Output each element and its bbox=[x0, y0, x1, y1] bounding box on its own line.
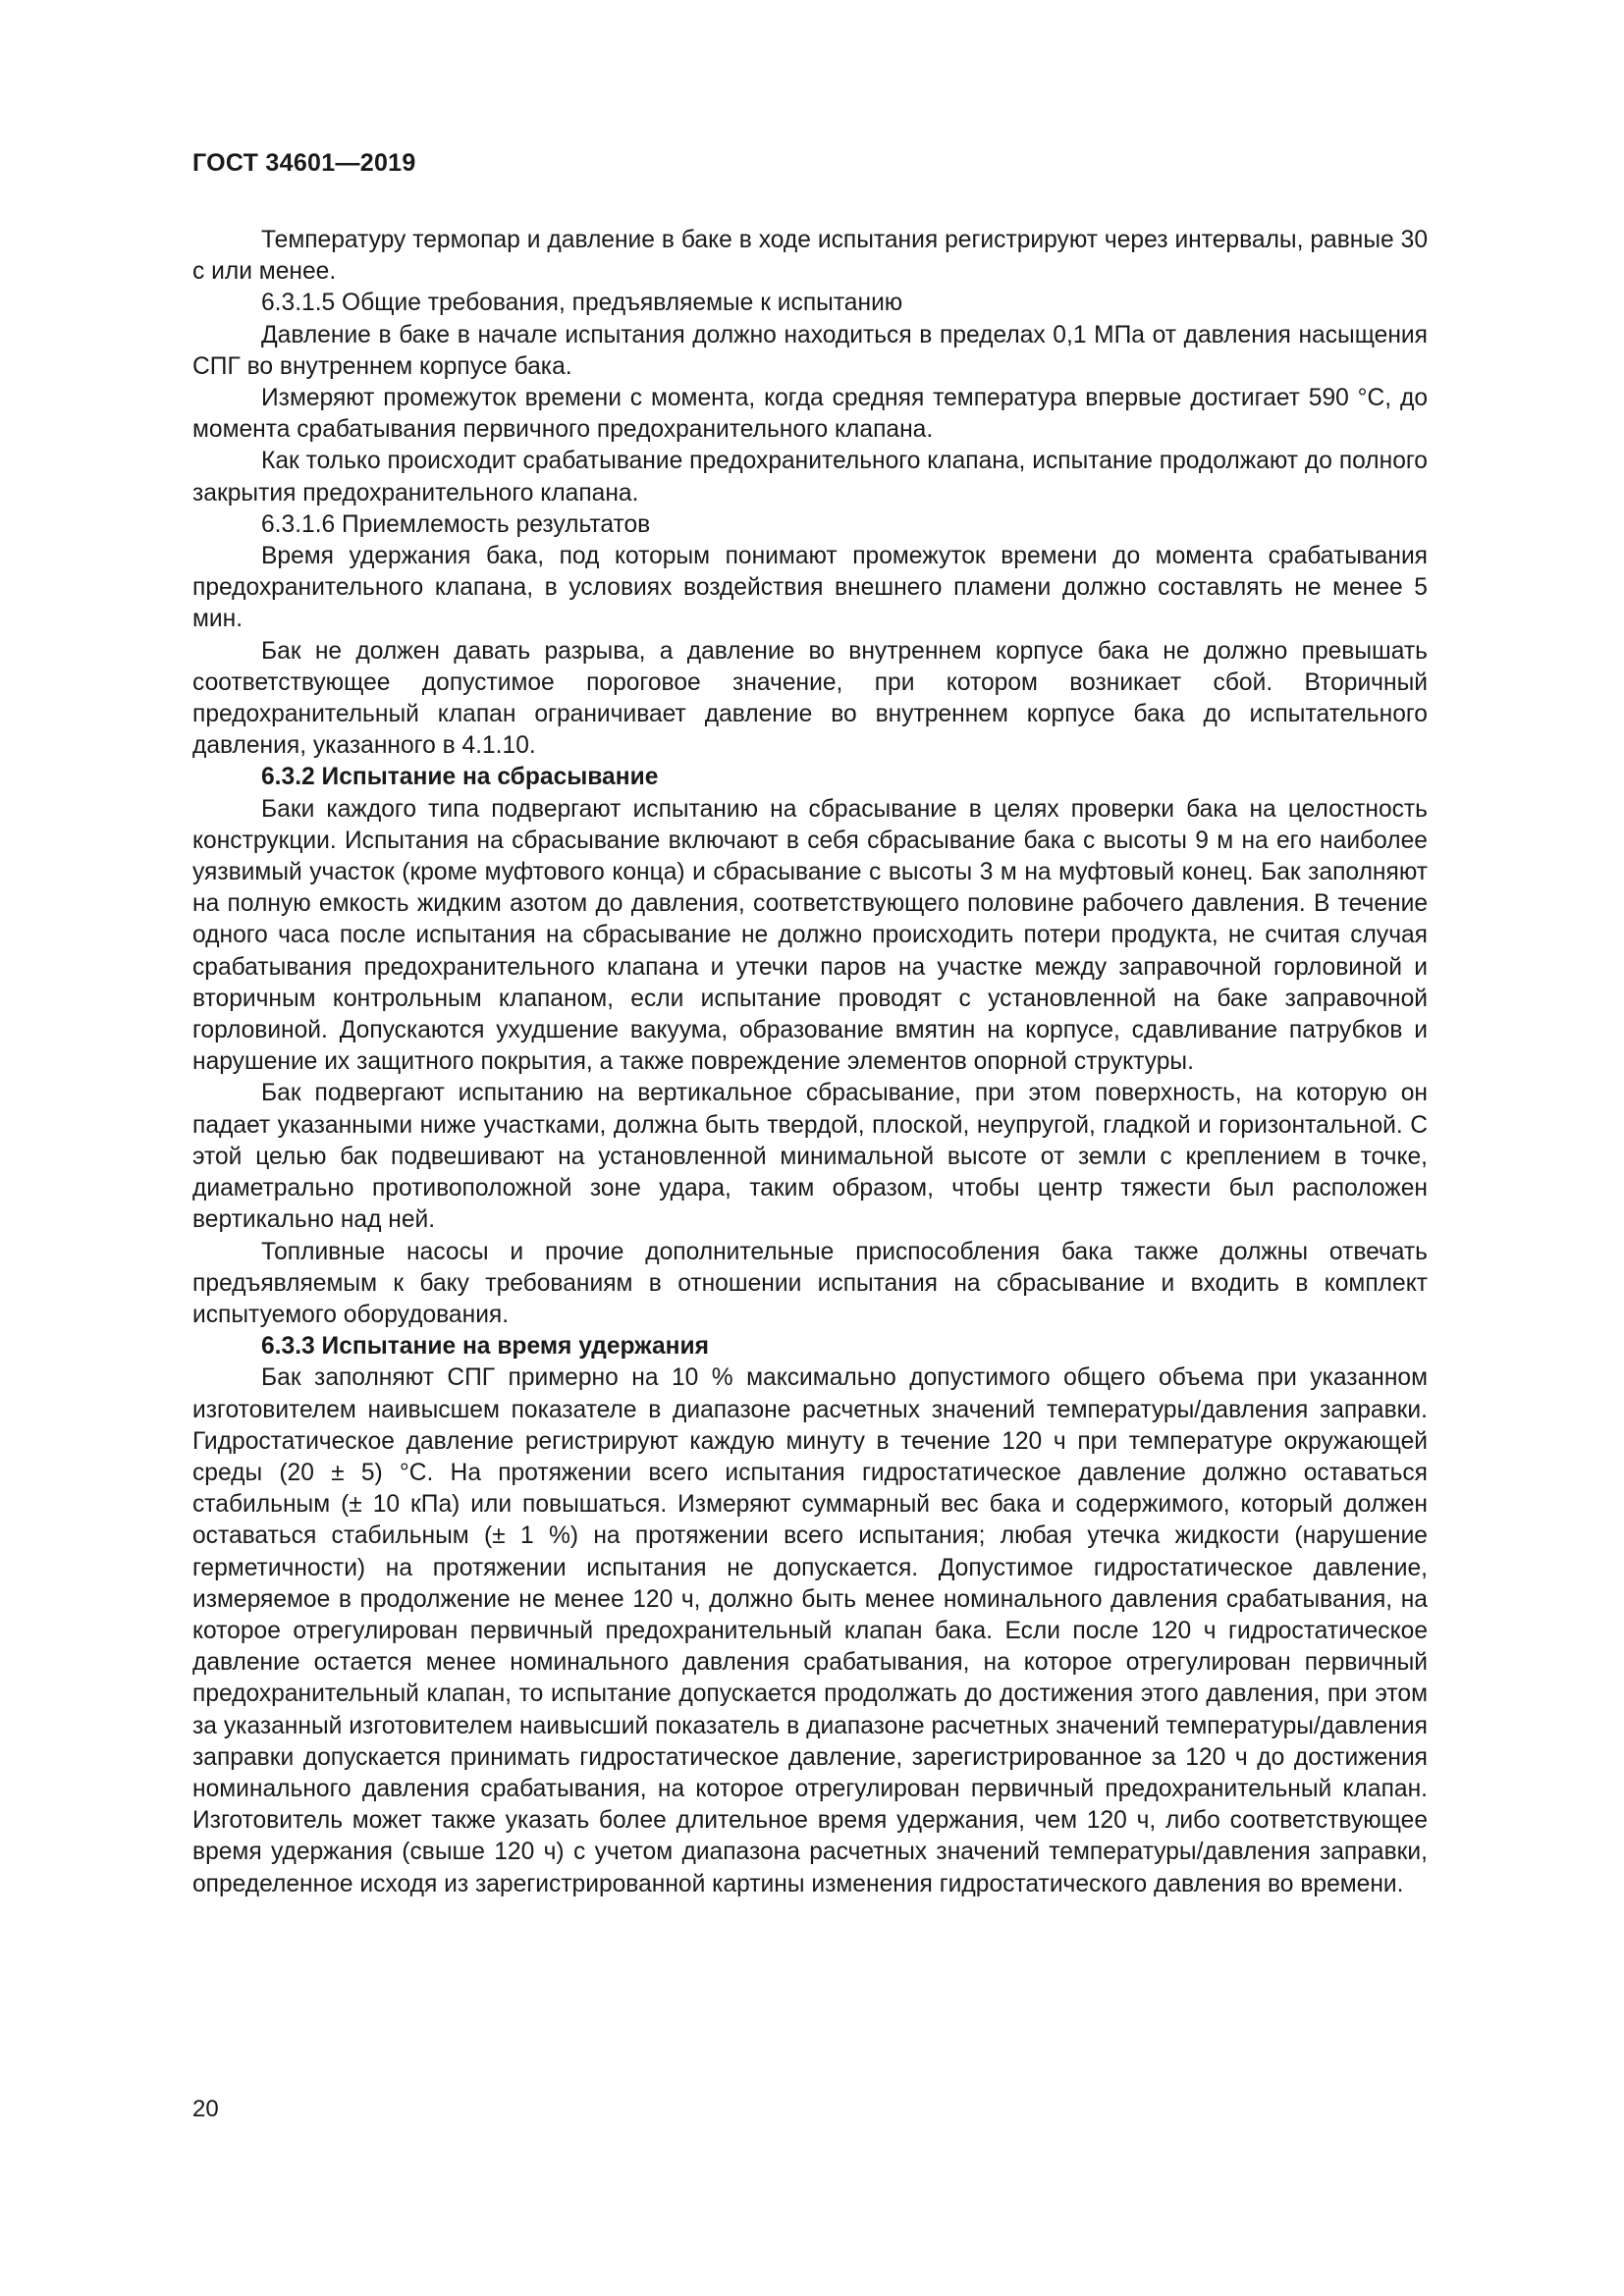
paragraph: Топливные насосы и прочие дополнительные приспособления бака также должны отвечать предъявляемым к баку требованиям в отношении испытания на сбрасывание и входить в комплект испытуемого оборудования. bbox=[192, 1238, 1428, 1328]
paragraph: 6.3.1.6 Приемлемость результатов bbox=[261, 510, 651, 538]
paragraph: Баки каждого типа подвергают испытанию на сбрасывание в целях проверки бака на целостность конструкции. Испытания на сбрасывание включают в себя сбрасывание бака с высоты 9 м на его наиболее уязвимый участок (кроме муфтового конца) и сбрасывание с высоты 3 м на муфтовый конец. Бак заполняют на полную емкость жидким азотом до давления, соответствующего половине рабочего давления. В течение одного часа после испытания на сбрасывание не должно происходить потери продукта, не считая случая срабатывания предохранительного клапана и утечки паров на участке между заправочной горловиной и вторичным контрольным клапаном, если испытание проводят с установленной на баке заправочной горловиной. Допускаются ухудшение вакуума, образование вмятин на корпусе, сдавливание патрубков и нарушение их защитного покрытия, а также повреждение элементов опорной структуры. bbox=[192, 795, 1428, 1076]
paragraph: Измеряют промежуток времени с момента, когда средняя температура впервые достигает 590 °С, до момента срабатывания первичного предохранительного клапана. bbox=[192, 385, 1428, 444]
page-number: 20 bbox=[192, 2096, 219, 2122]
paragraph: Время удержания бака, под которым понимают промежуток времени до момента срабатывания предохранительного клапана, в условиях воздействия внешнего пламени должно составлять не менее 5 мин. bbox=[192, 543, 1428, 633]
document-body bbox=[192, 225, 1428, 1900]
paragraph: Давление в баке в начале испытания должно находиться в пределах 0,1 МПа от давления насыщения СПГ во внутреннем корпусе бака. bbox=[192, 321, 1428, 380]
section-heading: 6.3.2 Испытание на сбрасывание bbox=[261, 764, 659, 791]
paragraph: Бак не должен давать разрыва, а давление во внутреннем корпусе бака не должно превышать соответствующее допустимое пороговое значение, при котором возникает сбой. Вторичный предохранительный клапан ограничивает давление во внутреннем корпусе бака до испытательного давления, указанного в 4.1.10. bbox=[192, 637, 1428, 760]
paragraph: Температуру термопар и давление в баке в ходе испытания регистрируют через интервалы, равные 30 с или менее. bbox=[192, 227, 1428, 286]
paragraph: Бак подвергают испытанию на вертикальное сбрасывание, при этом поверхность, на которую он падает указанными ниже участками, должна быть твердой, плоской, неупругой, гладкой и горизонтальной. С этой целью бак подвешивают на установленной минимальной высоте от земли с креплением в точке, диаметрально противоположной зоне удара, таким образом, чтобы центр тяжести был расположен вертикально над ней. bbox=[192, 1080, 1428, 1234]
paragraph: Бак заполняют СПГ примерно на 10 % максимально допустимого общего объема при указанном изготовителем наивысшем показателе в диапазоне расчетных значений температуры/давления заправки. Гидростатическое давление регистрируют каждую минуту в течение 120 ч при температуре окружающей среды (20 ± 5) °С. На протяжении всего испытания гидростатическое давление должно оставаться стабильным (± 10 кПа) или повышаться. Измеряют суммарный вес бака и содержимого, который должен оставаться стабильным (± 1 %) на протяжении всего испытания; любая утечка жидкости (нарушение герметичности) на протяжении испытания не допускается. Допустимое гидростатическое давление, измеряемое в продолжение не менее 120 ч, должно быть менее номинального давления срабатывания, на которое отрегулирован первичный предохранительный клапан бака. Если после 120 ч гидростатическое давление остается менее номинального давления срабатывания, на которое отрегулирован первичный предохранительный клапан, то испытание допускается продолжать до достижения этого давления, при этом за указанный изготовителем наивысший показатель в диапазоне расчетных значений температуры/давления заправки допускается принимать гидростатическое давление, зарегистрированное за 120 ч до достижения номинального давления срабатывания, на которое отрегулирован первичный предохранительный клапан. Изготовитель может также указать более длительное время удержания, чем 120 ч, либо соответствующее время удержания (свыше 120 ч) с учетом диапазона расчетных значений температуры/давления заправки, определенное исходя из зарегистрированной картины изменения гидростатического давления во времени. bbox=[192, 1364, 1428, 1897]
document-header: ГОСТ 34601—2019 bbox=[192, 149, 416, 177]
section-heading: 6.3.3 Испытание на время удержания bbox=[261, 1333, 709, 1361]
paragraph: 6.3.1.5 Общие требования, предъявляемые к испытанию bbox=[261, 290, 903, 317]
paragraph: Как только происходит срабатывание предохранительного клапана, испытание продолжают до полного закрытия предохранительного клапана. bbox=[192, 448, 1428, 507]
